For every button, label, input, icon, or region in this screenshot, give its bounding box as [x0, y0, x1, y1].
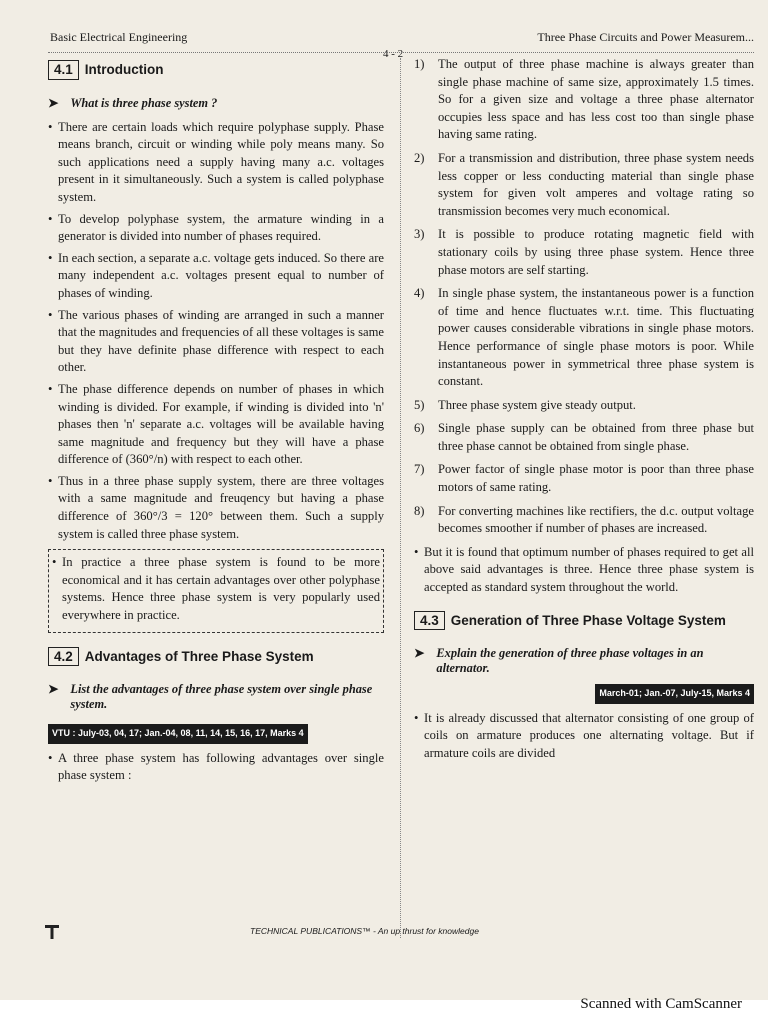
publisher-logo-icon — [44, 924, 60, 940]
scanner-watermark: Scanned with CamScanner — [580, 996, 742, 1012]
item-text: It is possible to produce rotating magnetic field with stationary coils by using three phase system. Hence three phase motors are self starting. — [438, 227, 754, 277]
arrow-icon: ➤ — [414, 646, 425, 661]
question-text: Explain the generation of three phase voltages in an alternator. — [436, 646, 704, 676]
bullet-text: The various phases of winding are arranged in such a manner that the magnitudes and frequencies of all these voltages is same but they have definite phase difference with respect to each other. — [58, 307, 384, 375]
advantage-item — [414, 461, 754, 496]
item-number: 3) — [414, 227, 425, 242]
question-what-is-three-phase — [48, 96, 384, 111]
section-heading-4-1 — [48, 60, 384, 80]
arrow-icon: ➤ — [48, 95, 59, 110]
bullet-text: To develop polyphase system, the armature winding in a generator is divided into number of phases required. — [58, 211, 384, 244]
item-number: 5) — [414, 397, 425, 412]
item-number: 8) — [414, 503, 425, 518]
bullet-text: There are certain loads which require polyphase supply. Phase means branch, circuit or winding while poly means many. So such applications need a supply having many a.c. voltages present in it simultaneously. Such a system is called polyphase system. — [58, 119, 384, 204]
bullet-text: In each section, a separate a.c. voltage gets induced. So there are many independent a.c. voltages present equal to number of phases of winding. — [58, 250, 384, 300]
bullet-icon: • — [48, 250, 53, 265]
item-text: For converting machines like rectifiers, the d.c. output voltage becomes smoother if number of phases are increased. — [438, 503, 754, 536]
item-text: For a transmission and distribution, three phase system needs less copper or less conducting material than single phase system for given volt amperes and voltage rating so transmission becomes very much economical. — [438, 150, 754, 218]
item-text: Single phase supply can be obtained from three phase but three phase cannot be obtained from single phase. — [438, 421, 754, 453]
column-divider — [400, 58, 401, 938]
header-chapter-title: Three Phase Circuits and Power Measurem... — [537, 30, 754, 44]
page-footer: TECHNICAL PUBLICATIONS™ - An up thrust for knowledge — [250, 926, 479, 936]
right-column — [414, 56, 754, 767]
intro-bullet — [48, 250, 384, 303]
item-text: The output of three phase machine is always greater than single phase machine of same size, approximately 1.5 times. So for a given size and voltage a three phase alternator occupies less space and has less cost too than single phase having same rating. — [438, 57, 754, 142]
question-explain-generation — [414, 646, 754, 676]
left-column — [48, 58, 384, 789]
bullet-icon: • — [48, 381, 53, 396]
header-book-title: Basic Electrical Engineering — [50, 30, 188, 44]
intro-bullet — [48, 119, 384, 207]
bullet-text: Thus in a three phase supply system, there are three voltages with a same magnitude and freuqency but having a phase difference of 360°/3 = 120° between them. Such a supply system is called three phase system. — [58, 473, 384, 541]
advantage-item — [414, 226, 754, 279]
section-number: 4.1 — [48, 60, 79, 80]
section-title: Generation of Three Phase Voltage System — [450, 612, 726, 628]
section-heading-4-3 — [414, 611, 754, 631]
header-rule — [48, 52, 754, 53]
bullet-icon: • — [48, 119, 53, 134]
item-number: 4) — [414, 286, 425, 301]
bullet-icon: • — [52, 555, 57, 570]
boxed-bullet — [52, 554, 380, 624]
advantage-item — [414, 150, 754, 220]
arrow-icon: ➤ — [48, 682, 59, 697]
advantage-item — [414, 397, 754, 415]
section-heading-4-2 — [48, 647, 384, 667]
section-title: Advantages of Three Phase System — [84, 648, 314, 664]
bullet-icon: • — [414, 710, 419, 725]
bullet-icon: • — [48, 473, 53, 488]
question-list-advantages — [48, 682, 384, 712]
question-text: What is three phase system ? — [70, 95, 218, 110]
boxed-note — [48, 549, 384, 632]
intro-bullet — [48, 211, 384, 246]
intro-bullet — [48, 473, 384, 543]
intro-bullet — [48, 307, 384, 377]
item-number: 1) — [414, 57, 425, 71]
bullet-text: In practice a three phase system is found to be more economical and it has certain advantages over other polyphase systems. Hence three phase system is very popularly used everywhere in practice. — [62, 555, 380, 623]
exam-reference-badge: VTU : July-03, 04, 17; Jan.-04, 08, 11, 14, 15, 16, 17, Marks 4 — [48, 724, 308, 744]
advantages-intro-bullet — [48, 750, 384, 785]
advantage-item — [414, 420, 754, 455]
item-text: Power factor of single phase motor is poor than three phase motors of same rating. — [438, 462, 754, 495]
section-title: Introduction — [84, 62, 164, 78]
item-number: 2) — [414, 150, 425, 165]
advantage-item — [414, 285, 754, 391]
header-page-number: 4 - 2 — [383, 48, 404, 60]
bullet-text: It is already discussed that alternator consisting of one group of coils on armature produces one alternating voltage. But if armature coils are divided — [424, 710, 754, 760]
advantage-item — [414, 503, 754, 538]
bullet-text: But it is found that optimum number of phases required to get all above said advantages is three. Hence three phase system is accepted as standard system throughout the world. — [424, 544, 754, 595]
item-number: 6) — [414, 421, 425, 436]
bullet-text: A three phase system has following advantages over single phase system : — [58, 750, 384, 783]
bullet-icon: • — [48, 211, 53, 226]
optimum-phases-bullet — [414, 544, 754, 597]
item-number: 7) — [414, 462, 425, 477]
generation-bullet — [414, 710, 754, 763]
bullet-icon: • — [414, 544, 419, 559]
intro-bullet — [48, 381, 384, 469]
question-text: List the advantages of three phase system over single phase system. — [70, 682, 373, 712]
bullet-icon: • — [48, 750, 53, 765]
item-text: Three phase system give steady output. — [438, 397, 636, 412]
section-number: 4.3 — [414, 611, 445, 631]
bullet-text: The phase difference depends on number of phases in which winding is divided. For example, if winding is divided into 'n' phases then 'n' separate a.c. voltages will be available having same magnitude and frequency but they will have a phase difference of (360°/n) with respect to each other. — [58, 381, 384, 467]
exam-reference-badge: March-01; Jan.-07, July-15, Marks 4 — [595, 684, 754, 704]
advantage-item — [414, 56, 754, 144]
item-text: In single phase system, the instantaneous power is a function of time and hence fluctuates w.r.t. time. This fluctuating power causes considerable vibrations in single phase motors. Hence performance of single phase motors is poor. While instantaneous power in symmetrical three phase system is constant. — [438, 286, 754, 389]
section-number: 4.2 — [48, 647, 79, 667]
bullet-icon: • — [48, 307, 53, 322]
